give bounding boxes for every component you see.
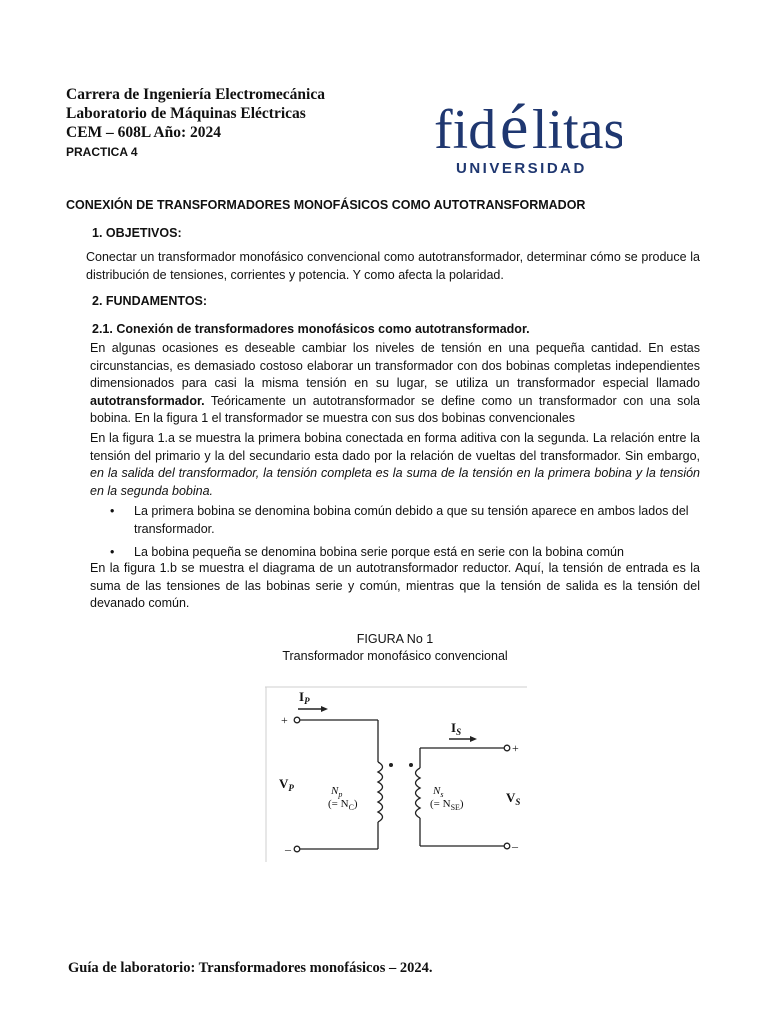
svg-text:(= NSE) bbox=[430, 798, 464, 812]
nse-label: (= N bbox=[430, 798, 451, 810]
paragraph-1-bold: autotransformador. bbox=[90, 393, 205, 408]
subsection-heading: 2.1. Conexión de transformadores monofásicos como autotransformador. bbox=[92, 322, 530, 336]
svg-text:IP bbox=[299, 689, 310, 706]
secondary-minus-sign: – bbox=[512, 839, 518, 853]
section-objetivos-heading: 1. OBJETIVOS: bbox=[92, 226, 182, 240]
nse-subscript: SE bbox=[450, 803, 460, 812]
logo-graphic bbox=[432, 68, 622, 178]
primary-plus-sign: + bbox=[281, 713, 288, 727]
vp-subscript: P bbox=[288, 783, 294, 793]
secondary-coil bbox=[416, 768, 421, 818]
ip-subscript: P bbox=[304, 696, 310, 706]
header-practica: PRACTICA 4 bbox=[66, 145, 138, 159]
section-fundamentos-heading: 2. FUNDAMENTOS: bbox=[92, 294, 208, 308]
ip-label: I bbox=[299, 689, 305, 704]
figure-number: FIGURA No 1 bbox=[356, 632, 434, 646]
nc-label: (= N bbox=[328, 798, 349, 810]
np-label: N bbox=[331, 785, 339, 797]
secondary-top-terminal bbox=[504, 745, 510, 751]
secondary-bottom-terminal bbox=[504, 843, 510, 849]
is-subscript: S bbox=[456, 727, 462, 737]
paragraph-3: En la figura 1.b se muestra el diagrama de un autotransformador reductor. Aquí, la tensión de entrada es la suma de las tensiones de las bobinas serie y común, mientras que la tensión de salida es la tensión del devanado común. bbox=[90, 561, 700, 610]
figure-title: Transformador monofásico convencional bbox=[282, 649, 508, 663]
logo-text-e: é bbox=[500, 91, 529, 162]
header-lab: Laboratorio de Máquinas Eléctricas bbox=[66, 105, 306, 122]
secondary-plus-sign: + bbox=[512, 741, 519, 755]
header-course: CEM – 608L Año: 2024 bbox=[66, 124, 222, 141]
is-label: I bbox=[451, 720, 457, 735]
bullet-dot: • bbox=[110, 504, 115, 518]
svg-text:VS bbox=[506, 790, 520, 807]
logo-text-left: fid bbox=[434, 99, 497, 161]
ns-label: N bbox=[433, 785, 441, 797]
nc-close: ) bbox=[353, 798, 358, 810]
svg-text:VP bbox=[279, 776, 294, 793]
paragraph-1-text-b: Teóricamente un autotransformador se define como un transformador con una sola bobina. En la figura 1 el transformador se muestra con sus dos bobinas convencionales bbox=[90, 393, 700, 425]
logo-subtitle: UNIVERSIDAD bbox=[456, 160, 587, 177]
fidelitas-logo bbox=[432, 68, 622, 178]
bullet-list bbox=[110, 503, 700, 562]
primary-bottom-terminal bbox=[294, 846, 300, 852]
paragraph-1-text-a: En algunas ocasiones es deseable cambiar los niveles de tensión en una pequeña cantidad. En estas circunstancias, es demasiado costoso elaborar un transformador con dos bobinas completas independientes dimensionados para casi la misma tensión en su lugar, se utiliza un transformador especial llamado bbox=[90, 341, 700, 390]
primary-top-terminal bbox=[294, 717, 300, 723]
transformer-diagram bbox=[265, 686, 527, 862]
ns-subscript: s bbox=[440, 790, 444, 799]
paragraph-2-italic: en la salida del transformador, la tensión completa es la suma de la tensión en la primera bobina y la tensión en la segunda bobina. bbox=[90, 466, 700, 498]
section-objetivos-text: Conectar un transformador monofásico convencional como autotransformador, determinar cómo se produce la distribución de tensiones, corrientes y potencia. Y como afecta la polaridad. bbox=[86, 250, 700, 282]
bullet-text: La bobina pequeña se denomina bobina serie porque está en serie con la bobina común bbox=[134, 545, 624, 559]
svg-text:IS bbox=[451, 720, 461, 737]
primary-coil bbox=[378, 762, 383, 822]
logo-text-right: litas bbox=[532, 99, 622, 161]
nc-subscript: C bbox=[348, 803, 354, 812]
paragraph-1 bbox=[90, 340, 700, 428]
list-item bbox=[110, 503, 700, 538]
transformer-diagram-svg bbox=[265, 686, 527, 862]
paragraph-2 bbox=[90, 430, 700, 500]
primary-minus-sign: – bbox=[285, 842, 291, 856]
vp-label: V bbox=[279, 776, 289, 791]
vs-subscript: S bbox=[515, 797, 521, 807]
bullet-text: La primera bobina se denomina bobina común debido a que su tensión aparece en ambos lados del transformador. bbox=[134, 504, 689, 536]
header-career: Carrera de Ingeniería Electromecánica bbox=[66, 86, 325, 103]
svg-text:Np bbox=[330, 785, 342, 799]
nse-close: ) bbox=[459, 798, 464, 810]
figure-caption bbox=[260, 632, 530, 663]
secondary-polarity-dot bbox=[409, 763, 413, 767]
np-subscript: p bbox=[338, 790, 343, 799]
document-header bbox=[66, 85, 325, 159]
primary-polarity-dot bbox=[389, 763, 393, 767]
svg-text:(= NC) bbox=[328, 798, 358, 812]
list-item bbox=[110, 544, 700, 562]
page-footer: Guía de laboratorio: Transformadores monofásicos – 2024. bbox=[68, 960, 433, 976]
document-title: CONEXIÓN DE TRANSFORMADORES MONOFÁSICOS COMO AUTOTRANSFORMADOR bbox=[66, 198, 586, 212]
vs-label: V bbox=[506, 790, 516, 805]
paragraph-2-text: En la figura 1.a se muestra la primera bobina conectada en forma aditiva con la segunda. La relación entre la tensión del primario y la del secundario esta dado por la relación de vueltas del transformador. Sin embargo, bbox=[90, 431, 700, 463]
svg-text:Ns bbox=[432, 785, 443, 799]
bullet-dot: • bbox=[110, 545, 115, 559]
